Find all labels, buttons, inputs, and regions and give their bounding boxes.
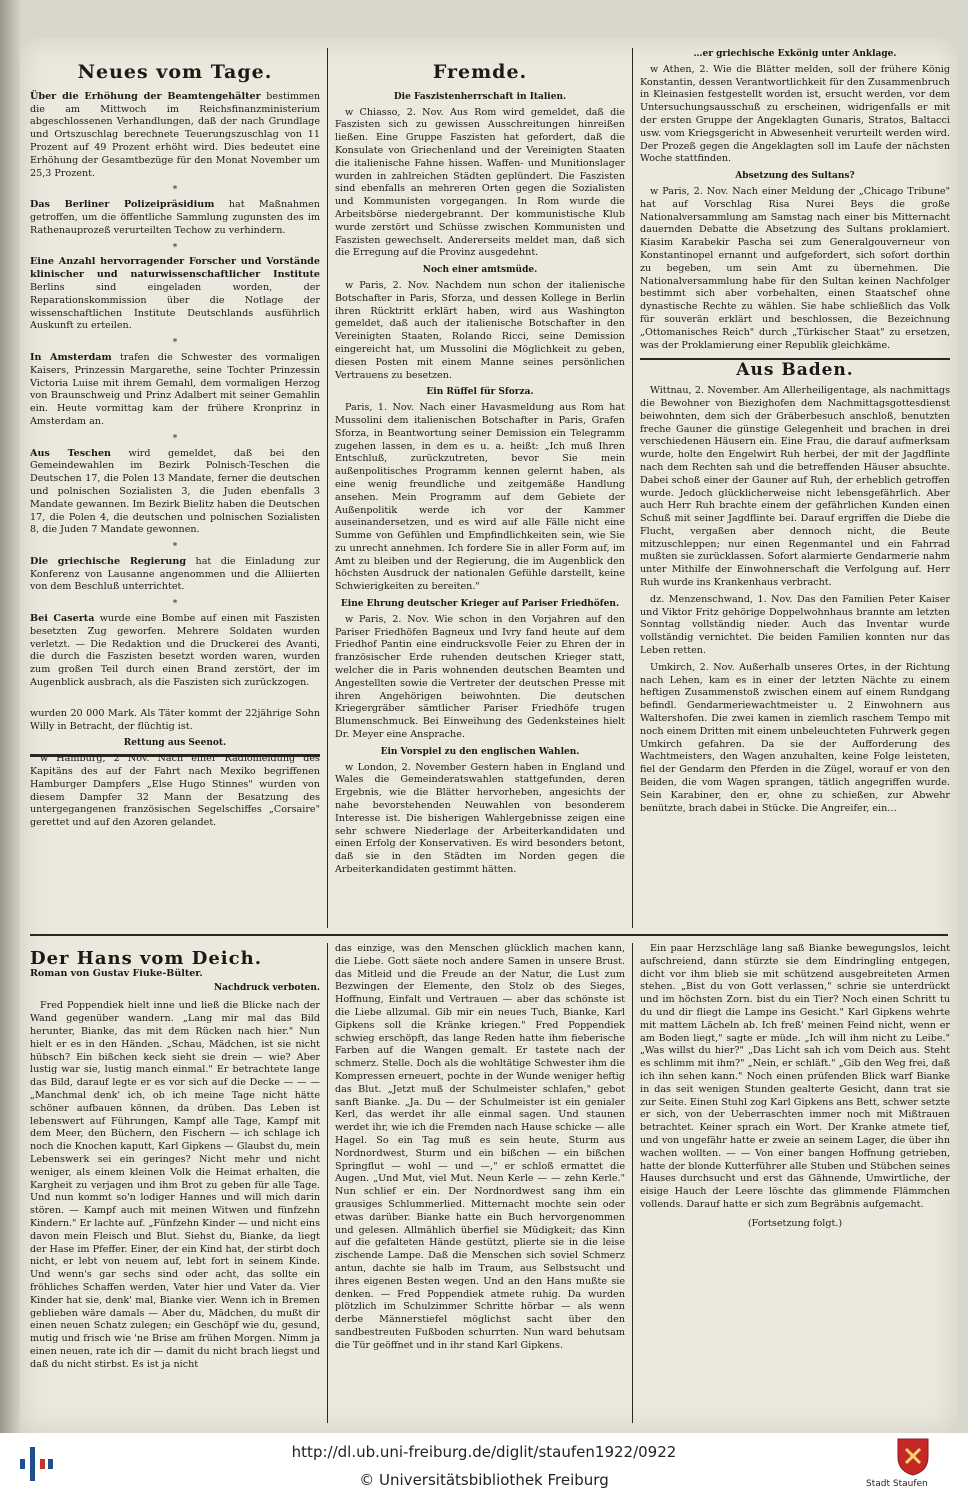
news-item: Paris, 1. Nov. Nach einer Havasmeldung aus Rom hat Mussolini dem italienischen Botschafter in Paris, Grafen Sforza, in Beantwortung seiner Demission ein Telegramm zugehen lassen, in dem es u. a. heißt: „Ich muß Ihren Entschluß, zurückzutreten, bevor Sie mein außenpolitisches Programm kennen gelernt haben, als eine wenig freundliche und zeitgemäße Handlung ansehen. Mein Programm auf dem Gebiete der Außenpolitik werde ich vor der Kammer auseinandersetzen, und es wird auf alle Fälle nicht eine Summe von Gefühlen und Empfindlichkeiten sein, wie Sie zu unrecht annehmen. Ich fordere Sie in aller Form auf, im Amt zu bleiben und der Regierung, die im Augenblick den höchsten Ausdruck der nationalen Gefühle darstellt, keine Schwierigkeiten zu bereiten." (335, 402, 625, 593)
news-item: Die griechische Regierung hat die Einladung zur Konferenz von Lausanne angenommen und die Alliierten von dem Beschluß unterrichtet. (30, 555, 320, 593)
article-subheading: …er griechische Exkönig unter Anklage. (693, 49, 897, 59)
column-news-of-the-day (30, 48, 320, 928)
novel-byline: Roman von Gustav Fiuke-Bülter. (30, 967, 203, 979)
news-item: wurden 20 000 Mark. Als Täter kommt der 22jährige Sohn Willy in Betracht, der flüchtig ist. (30, 707, 320, 732)
news-item: w Athen, 2. Wie die Blätter melden, soll der frühere König Konstantin, dessen Verantwortlichkeit für den Zusammenbruch in Kleinasien festgestellt worden ist, ersucht werden, vor dem Untersuchungsausschuß zu erscheinen, widrigenfalls er mit der ersten Gruppe der Angeklagten Gunaris, Stratos, Baltacci usw. vom Kriegsgericht in Abwesenheit verurteilt werden wird. Der Prozeß gegen die Angeklagten soll im Laufe der nächsten Woche stattfinden. (640, 63, 950, 165)
separator-star: * (172, 242, 178, 253)
separator-star: * (172, 542, 178, 553)
column-rule (632, 48, 633, 928)
section-heading: Neues vom Tage. (77, 61, 273, 83)
news-item: Über die Erhöhung der Beamtengehälter bestimmen die am Mittwoch im Reichsfinanzministerium abgeschlossenen Verhandlungen, daß der nach Grundlage und Ortszuschlag berechnete Teuerungszuschlag von 11 Prozent auf 49 Prozent erhöht wird. Dies bedeutet eine Erhöhung der Gesamtbezüge für den Monat November um 25,3 Prozent. (30, 90, 320, 179)
novel-text: Ein paar Herzschläge lang saß Bianke bewegungslos, leicht aufschreiend, dann stürzte sie dem Eindringling entgegen, dicht vor ihm blieb sie mit schützend ausgebreiteten Armen stehen. „Bist du von Gott verlassen," schrie sie unterdrückt und im höchsten Zorn. bist du ein Tier? Noch einen Schritt tu du und dir fliegt die Lampe ins Gesicht." Karl Gipkens wehrte mit mattem Lächeln ab. Ich freß' meinen Feind nicht, wenn er am Boden liegt," sagte er müde. „Ich will ihm nicht zu Leibe." „Was willst du hier?" „Das Licht sah ich vom Deich aus. Steht es schlimm mit ihm?" „Nein, er schläft." „Gib den Weg frei, daß ich ihn sehen kann." Noch einen prüfenden Blick warf Bianke in das seit wenigen Stunden gealterte Gesicht, dann trat sie zur Seite. Einen Stuhl zog Karl Gipkens ans Bett, schwer setzte er sich, von der Ueberraschten immer noch mit Mißtrauen betrachtet. Keiner sprach ein Wort. Der Kranke atmete tief, und von ungefähr hatte er zweie an seinem Lager, die über ihn wachen wollten. — — Von einer bangen Hoffnung getrieben, hatte der blonde Kutterführer alle Stuben und Stübchen seines Hauses durchsucht und erst das Gähnende, Umwirtliche, der eisige Hauch der Leere löschte das glimmende Flämmchen vollends. Darauf hatte er sich zum Begräbnis aufgemacht. (640, 943, 950, 1210)
town-crest-icon (896, 1437, 930, 1477)
article-subheading: Die Faszistenherrschaft in Italien. (393, 91, 567, 102)
news-item: w Hamburg, 2 Nov. Nach einer Radiomeldung des Kapitäns des auf der Fahrt nach Mexiko begriffenen Hamburger Dampfers „Else Hugo Stinnes" wurden von diesem Dampfer 32 Mann der Besatzung des untergegangenen französischen Segelschiffes „Corsaire" gerettet und auf den Azoren gelandet. (30, 753, 320, 829)
novel-title: Der Hans vom Deich. (30, 948, 262, 969)
serial-novel-part-2 (335, 943, 625, 1423)
news-item: w Paris, 2. Nov. Nachdem nun schon der italienische Botschafter in Paris, Sforza, und dessen Kollege in Berlin ihren Rücktritt erklärt haben, wird aus Washington gemeldet, daß auch der italienische Botschafter in den Vereinigten Staaten, Rolando Ricci, seine Demission eingereicht hat, um Mussolini die Möglichkeit zu geben, diesen Posten mit einem Manne seines persönlichen Vertrauens zu besetzen. (335, 279, 625, 381)
article-subheading: Rettung aus Seenot. (123, 738, 227, 749)
news-item: w Paris, 2. Nov. Nach einer Meldung der „Chicago Tribune" hat auf Vorschlag Risa Nurei Beys die große Nationalversammlung am Samstag nach einer bis Mitternacht dauernden Debatte die Absetzung des Sultans proklamiert. Kiasim Karabekir Pascha sei zum Generalgouverneur von Konstantinopel ernannt und aufgefordert, sich sofort dorthin zu begeben, um sein Amt zu übernehmen. Die Nationalversammlung habe für den Sultan keinen Nachfolger bestimmt sich aber vorbehalten, einen Staatschef ohne dynastische Rechte zu wählen. Sie habe schließlich das Volk für souverän erklärt und beschlossen, die Bezeichnung „Ottomanisches Reich" durch „Türkischer Staat" zu ersetzen, was der Proklamierung einer Republik gleichkäme. (640, 185, 950, 351)
serial-novel-part-3 (640, 943, 950, 1423)
news-item: w Paris, 2. Nov. Wie schon in den Vorjahren auf den Pariser Friedhöfen Bagneux und Ivry fand heute auf dem Friedhof Pantin eine eindrucksvolle Feier zu Ehren der in französischer Erde ruhenden deutschen Krieger statt, welcher die in Paris wohnenden deutschen Beamten und Angestellten sowie die Vertreter der deutschen Presse mit ihren Angehörigen beiwohnten. Die deutschen Kriegergräber sämtlicher Pariser Friedhöfe trugen Blumenschmuck. Bei Einweihung des Gedenksteines hielt Dr. Meyer eine Ansprache. (335, 613, 625, 741)
novel-text: das einzige, was den Menschen glücklich machen kann, die Liebe. Gott säete noch andere Samen in unsere Brust. das Mitleid und die Freude an der Natur, die Lust zum Bezwingen der Elemente, den Stolz ob des Sieges, Hoffnung, Einfalt und Vertrauen — aber das schönste ist die Liebe allzumal. Gib mir ein neues Tuch, Bianke, Karl Gipkens soll die Kränke kriegen." Fred Poppendiek schwieg erschöpft, das lange Reden hatte ihm fieberische Farben auf die Wangen gemalt. Er tastete nach der schmerz. Stelle. Doch als die wohltätige Schwester ihm die Kompressen erneuert, pochte in der Wunde weniger heftig das Blut. „Jetzt muß der Schulmeister schlafen," gebot sanft Bianke. „Ja. Du — der Schulmeister ist ein genialer Kerl, das werdet ihr alle einmal sagen. Und staunen werdet ihr, wie ich die Fremden nach Hause schicke — alle Hagel. So ein Tag muß es sein heute, Sturm aus Nordnordwest, Sturm und ein bißchen — ein bißchen Springflut — wohl — und —," er schloß ermattet die Augen. „Und Mut, viel Mut. Neun Kerle — — zehn Kerle." Nun schlief er ein. Der Nordnordwest sang ihm ein grausiges Schlummerlied. Mitternacht mochte sein oder etwas darüber. Bianke hatte ein Buch hervorgenommen und gelesen. Allmählich überfiel sie Müdigkeit; das Kinn auf die gefalteten Hände gestützt, plierte sie in die leise zischende Lampe. Daß die Menschen sich soviel Schmerz antun, dachte sie halb im Traum, aus Selbstsucht und ihres eigenen Besten wegen. Und an den Hans mußte sie denken. — Fred Poppendiek atmete ruhig. Da wurden plötzlich im Schulzimmer Schritte hörbar — als wenn derbe Männerstiefel möglichst sacht über den sandbestreuten Fußboden schurrten. Nun ward behutsam die Tür geöffnet und in ihr stand Karl Gipkens. (335, 943, 625, 1351)
reprint-notice: Nachdruck verboten. (213, 982, 320, 993)
newspaper-page (20, 38, 958, 1433)
column-foreign-and-baden (640, 48, 950, 928)
section-rule (30, 934, 948, 936)
news-item: Bei Caserta wurde eine Bombe auf einen mit Faszisten besetzten Zug geworfen. Mehrere Soldaten wurden verletzt. — Die Redaktion und die Druckerei des Avanti, die durch die Faszisten besetzt worden waren, wurden zum großen Teil durch einen Brand zerstört, der im Augenblick ausbrach, als die Faszisten sich zurückzogen. (30, 613, 320, 689)
article-subheading: Absetzung des Sultans? (735, 171, 855, 182)
section-heading: Fremde. (432, 61, 528, 83)
news-item: Das Berliner Polizeipräsidium hat Maßnahmen getroffen, um die öffentliche Sammlung zugunsten des im Rathenauprozeß verurteilten Techow zu verhindern. (30, 199, 320, 236)
article-subheading: Eine Ehrung deutscher Krieger auf Pariser Friedhöfen. (340, 599, 620, 610)
separator-star: * (172, 338, 178, 349)
continued-notice: (Fortsetzung folgt.) (747, 1217, 843, 1229)
column-rule (327, 943, 328, 1423)
news-item: Wittnau, 2. November. Am Allerheiligentage, als nachmittags die Bewohner von Biezighofen dem Nachmittagsgottesdienst beiwohnten, dem sich der Gräberbesuch anschloß, benutzten freche Gauner die günstige Gelegenheit und brachen in drei verschiedenen Häusern ein. Eine Frau, die darauf aufmerksam wurde, holte den Engelwirt Ruh herbei, der mit der Jagdflinte nach dem Rechten sah und die betreffenden Häuser absuchte. Dabei schoß einer der Gauner auf Ruh, der erheblich getroffen wurde. Jedoch glücklicherweise nicht lebensgefährlich. Aber auch Herr Ruh brachte einem der gefährlichen Kunden einen Schuß mit seiner Jagdflinte bei. Darauf ergriffen die Diebe die Flucht, vergaßen aber dennoch nicht, die Beute mitzuschleppen; nur einen Regenmantel und ein Fahrrad mußten sie zurücklassen. Sofort alarmierte Gendarmerie nahm unter Mithilfe der Einwohnerschaft die Verfolgung auf. Herr Ruh wurde ins Krankenhaus verbracht. (640, 385, 950, 589)
separator-star: * (172, 433, 178, 444)
article-subheading: Ein Rüffel für Sforza. (426, 387, 534, 398)
serial-novel-part-1 (30, 943, 320, 1423)
page-gutter-shadow (0, 0, 22, 1440)
article-subheading: Noch einer amtsmüde. (422, 265, 538, 276)
copyright-notice: © Universitätsbibliothek Freiburg (359, 1471, 609, 1489)
separator-star: * (172, 599, 178, 610)
news-item: In Amsterdam trafen die Schwester des vormaligen Kaisers, Prinzessin Margarethe, seine Tochter Prinzessin Victoria Luise mit ihrem Gemahl, dem vormaligen Herzog von Braunschweig und Prinz Adalbert mit seiner Gemahlin ein. Heute vormittag kam der frühere Kronprinz in Amsterdam an. (30, 351, 320, 427)
separator-star: * (172, 185, 178, 196)
document-url[interactable]: http://dl.ub.uni-freiburg.de/diglit/staufen1922/0922 (291, 1443, 677, 1461)
news-item: w Chiasso, 2. Nov. Aus Rom wird gemeldet, daß die Faszisten sich zu gewissen Ausschreitungen hinreißen ließen. Eine Gruppe Faszisten hat gefordert, daß die Konsulate von Griechenland und der Vereinigten Staaten die italienische Fahne hissen. Waffen- und Munitionslager wurden in zahlreichen Städten geplündert. Die Faszisten sind ebenfalls an mehreren Orten gegen die Sozialisten und Kommunisten vorgegangen. In Rom wurde die Arbeitsbörse niedergebrannt. Der kommunistische Klub wurde zerstört und Schüsse zwischen Kommunisten und Faszisten gewechselt. Andererseits meldet man, daß sich die Erregung auf die Provinz ausgedehnt. (335, 106, 625, 259)
column-rule (632, 943, 633, 1423)
viewer-footer (0, 1433, 968, 1497)
novel-text: Fred Poppendiek hielt inne und ließ die Blicke nach der Wand gegenüber wandern. „Lang mir mal das Bild herunter, Bianke, das mit dem Rücken nach hier." Nun hielt er es in den Händen. „Schau, Mädchen, ist sie nicht hübsch? Ein bißchen keck sieht sie drein — wie? Aber lustig war sie, lustig manch einmal." Er betrachtete lange das Bild, darauf legte er es vor sich auf die Decke — — — „Manchmal denk' ich, ob ich meine Tage nicht hätte schöner aufbauen können, da drüben. Das Leben ist lebenswert auf Führungen, Kampf alle Tage, Kampf mit dem Meer, den Büchern, den Fischern — ich schlage ich noch die Knochen kaputt, Karl Gipkens — Glaubst du, mein Lebenswerk sei ein geringes? Nicht mehr und nicht weniger, als einem kleinen Volk die Heimat erhalten, die Kargheit zu verjagen und ihm Brot zu geben für alle Tage. Und nun kommt so'n lodiger Hannes und will mich darin stören. — Kampf auch mit meinen Witwen und fünfzehn Kindern." Er lachte auf. „Fünfzehn Kinder — und nicht eins davon mein Fleisch und Blut. Siehst du, Bianke, da liegt der Hase im Pfeffer. Einer, der ein Kind hat, der stirbt doch nicht, er lebt von neuem auf, lebt fort in seinem Kinde. Und wenn's gar sechs sind oder acht, das sollte ein fröhliches Schaffen werden, Vater hier und Vater da. Vier Kinder hat sie, denk' mal, Bianke vier. Wenn ich in Bremen geblieben wäre damals — Aber du, Mädchen, du mußt dir einen neuen Schatz zulegen; ein Geschöpf wie du, gesund, mutig und frisch wie 'ne Brise am frühen Morgen. Nimm ja einen neuen, rate ich dir — damit du nicht brach liegst und daß du nicht stirbst. Es ist ja nicht (30, 1000, 320, 1370)
news-item: Umkirch, 2. Nov. Außerhalb unseres Ortes, in der Richtung nach Lehen, kam es in einer der letzten Nächte zu einem heftigen Zusammenstoß zwischen einem auf einem Rundgang befindl. Gendarmeriewachtmeister u. 2 Einwohnern aus Waltershofen. Die zwei kamen in ziemlich raschem Tempo mit noch einem Dritten mit einem unbeleuchteten Fuhrwerk gegen Umkirch gefahren. Da sie der Aufforderung des Wachtmeisters, den Wagen anzuhalten, keine Folge leisteten, fiel der Gendarm den Pferden in die Zügel, worauf er von den Beiden, die vom Wagen sprangen, tätlich angegriffen wurde. Sein Karabiner, den er, ohne zu schießen, zur Abwehr benützte, brach dabei in Stücke. Die Angreifer, ein… (640, 661, 950, 814)
article-subheading: Ein Vorspiel zu den englischen Wahlen. (380, 746, 580, 757)
news-item: dz. Menzenschwand, 1. Nov. Das den Familien Peter Kaiser und Viktor Fritz gehörige Doppelwohnhaus brannte am letzten Sonntag vollständig nieder. Auch das Inventar wurde vollständig vernichtet. Die beiden Familien konnten nur das Leben retten. (640, 593, 950, 657)
news-item: Aus Teschen wird gemeldet, daß bei den Gemeindewahlen im Bezirk Polnisch-Teschen die Deutschen 17, die Polen 13 Mandate, ferner die deutschen und polnischen Sozialisten 3, die Juden ebenfalls 3 Mandate gewannen. Im Bezirk Bielitz haben die Deutschen 17, die Polen 4, die deutschen und polnischen Sozialisten 8, die Juden 7 Mandate gewonnen. (30, 447, 320, 536)
news-item: w London, 2. November Gestern haben in England und Wales die Gemeinderatswahlen stattgefunden, deren Ergebnis, wie die Blätter hervorheben, angesichts der nahe bevorstehenden Neuwahlen von besonderem Interesse ist. Die bisherigen Wahlergebnisse zeigen eine sehr schwere Niederlage der Arbeiterkandidaten und einen Erfolg der Konservativen. Es wird besonders betont, daß sie in den Städten im Norden gegen die Arbeiterkandidaten gestimmt hätten. (335, 761, 625, 876)
column-foreign-news (335, 48, 625, 928)
news-item: Eine Anzahl hervorragender Forscher und Vorstände klinischer und naturwissenschaftlicher Institute Berlins sind eingeladen worden, der Reparationskommission über die Notlage der wissenschaftlichen Institute Deutschlands ausführlich Auskunft zu erteilen. (30, 256, 320, 332)
town-label: Stadt Staufen (866, 1479, 928, 1489)
section-heading: Aus Baden. (736, 360, 854, 381)
column-rule (327, 48, 328, 928)
